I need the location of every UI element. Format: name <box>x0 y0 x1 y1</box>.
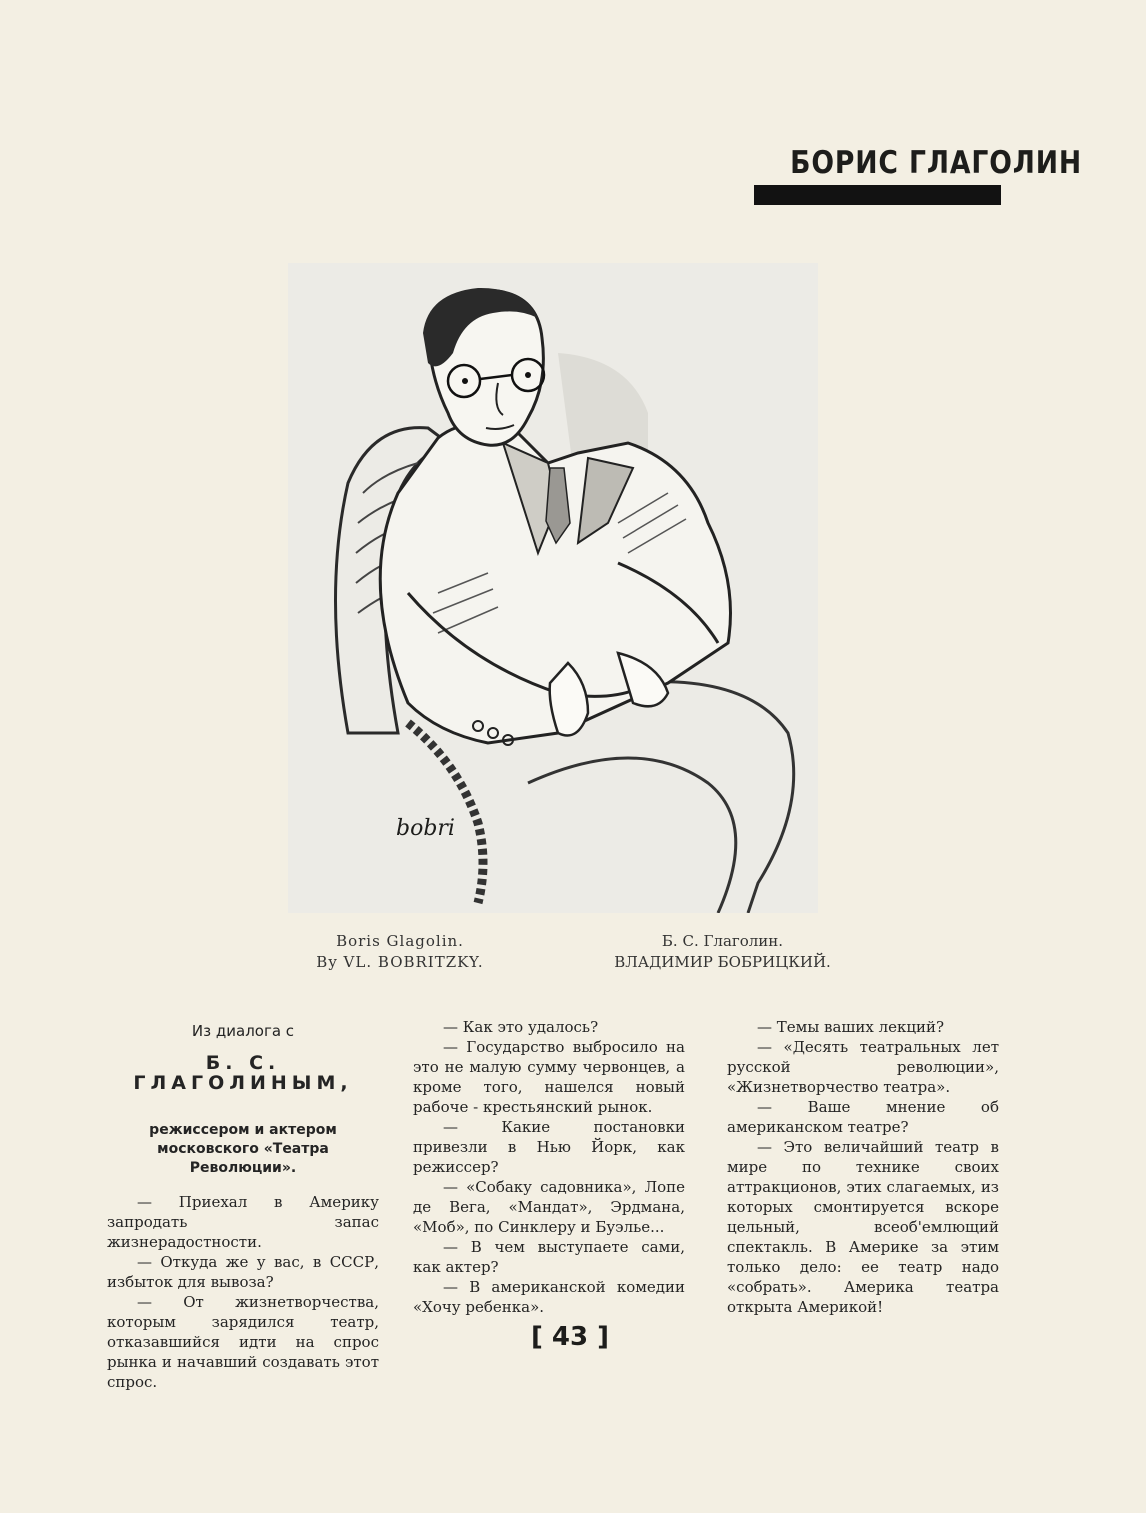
column-2-paragraph: — Как это удалось? <box>443 1018 599 1036</box>
column-2-paragraph: — В чем выступаете сами, как актер? <box>413 1238 685 1276</box>
column-1-paragraph: — Приехал в Америку запродать запас жизнерадостности. <box>107 1193 379 1251</box>
column-3-paragraph: — Темы ваших лекций? <box>757 1018 945 1036</box>
title-underline-bar <box>754 185 1001 205</box>
article-column-1 <box>107 1017 379 1392</box>
caption-ru-line-1: Б. С. Глаголин. <box>661 932 784 950</box>
page-number: [ 43 ] <box>530 1322 610 1352</box>
column-2-paragraph: — В американской комедии «Хочу ребенка». <box>413 1278 685 1316</box>
caption-ru-line-2: ВЛАДИМИР БОБРИЦКИЙ. <box>614 953 831 971</box>
column-3-paragraph: — Ваше мнение об американском театре? <box>727 1098 999 1136</box>
portrait-drawing <box>288 263 818 913</box>
column-2-paragraph: — «Собаку садовника», Лопе де Вега, «Мандат», Эрдмана, «Моб», по Синклеру и Буэлье... <box>413 1178 685 1236</box>
artist-signature: bobri <box>396 816 455 841</box>
column-3-paragraph: — Это величайший театр в мире по технике своих аттракционов, этих слагаемых, из которых смонтируется вскоре цельный, всеоб'емлющий спектакль. В Америке за этим только дело: ее театр надо «собрать». Америка театра открыта Америкой! <box>727 1138 999 1316</box>
portrait-illustration <box>288 263 818 913</box>
caption-en-line-2: By VL. BOBRITZKY. <box>316 953 484 971</box>
article-intro: Из диалога с <box>191 1022 295 1040</box>
column-1-paragraph: — Откуда же у вас, в СССР, избыток для вывоза? <box>107 1253 379 1291</box>
article-column-2 <box>413 1017 685 1317</box>
article-column-3 <box>727 1017 999 1317</box>
column-3-paragraph: — «Десять театральных лет русской революции», «Жизнетворчество театра». <box>727 1038 999 1096</box>
article-subject-name: Б. С. ГЛАГОЛИНЫМ, <box>133 1052 353 1094</box>
column-2-paragraph: — Какие постановки привезли в Нью Йорк, как режиссер? <box>413 1118 685 1176</box>
article-subject-role: режиссером и актером московского «Театра Революции». <box>149 1122 337 1176</box>
column-1-paragraph: — От жизнетворчества, которым зарядился театр, отказавшийся идти на спрос рынка и начавший создавать этот спрос. <box>107 1293 379 1391</box>
column-2-paragraph: — Государство выбросило на это не малую сумму червонцев, а кроме того, нашелся новый рабоче - крестьянский рынок. <box>413 1038 685 1116</box>
caption-en-line-1: Boris Glagolin. <box>336 932 464 950</box>
caption-english <box>280 931 520 973</box>
caption-russian <box>600 931 845 973</box>
page-title: БОРИС ГЛАГОЛИН <box>790 145 1083 181</box>
